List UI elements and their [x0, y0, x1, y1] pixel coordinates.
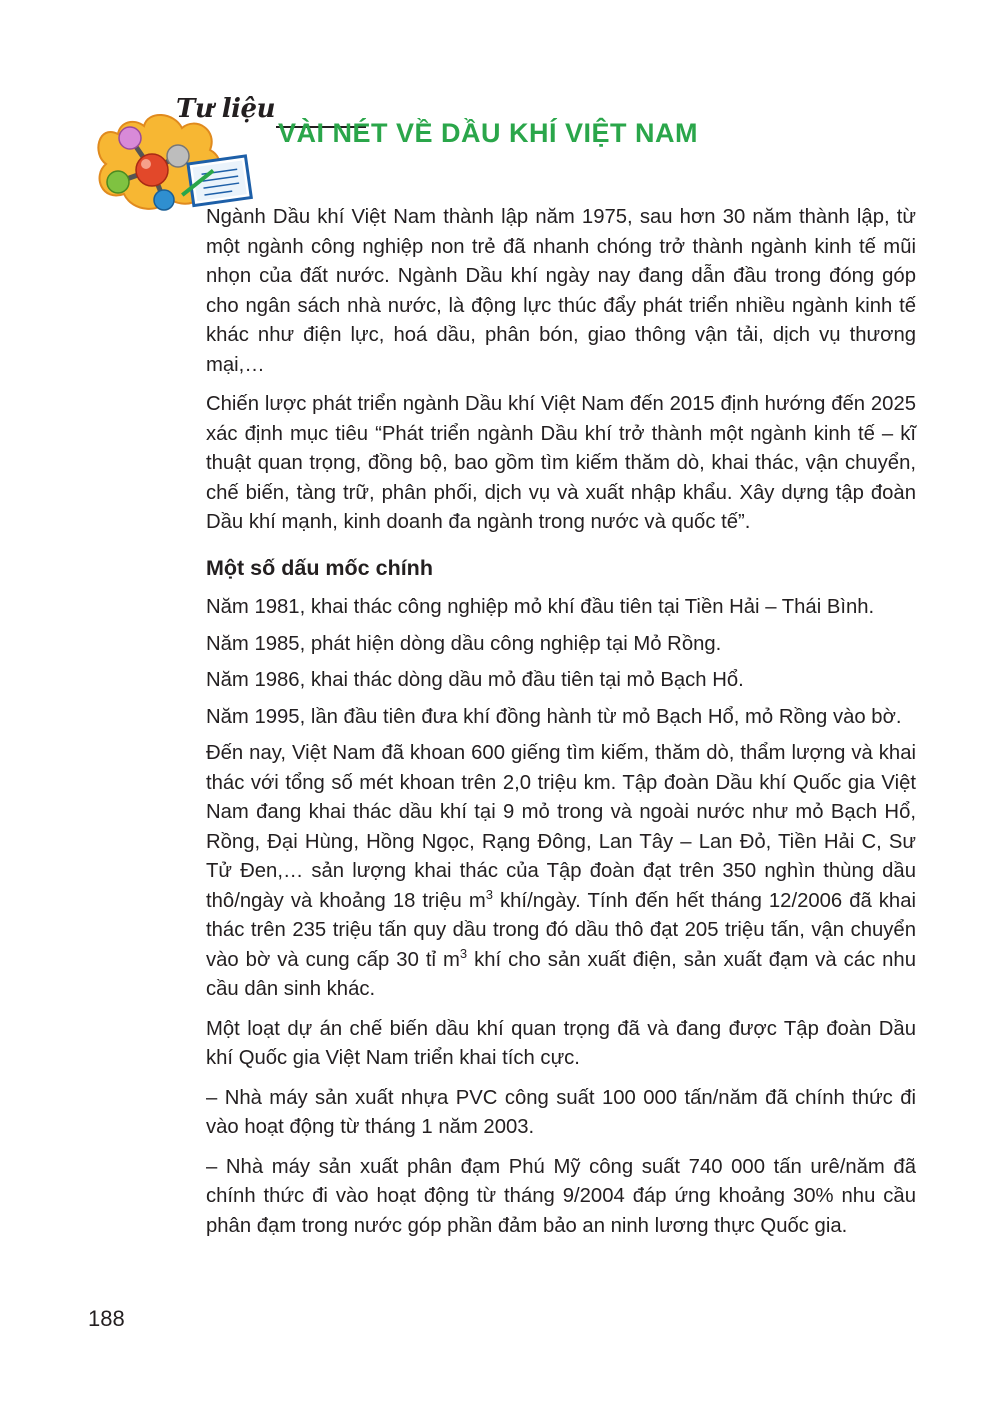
superscript-cubed: 3 [485, 886, 493, 902]
milestone-item: Năm 1981, khai thác công nghiệp mỏ khí đầu tiên tại Tiền Hải – Thái Bình. [206, 596, 875, 618]
section-kicker: Tư liệu [176, 94, 276, 124]
production-paragraph [206, 739, 916, 1005]
projects-intro-paragraph: Một loạt dự án chế biến dầu khí quan trọng đã và đang được Tập đoàn Dầu khí Quốc gia Việt Nam triển khai tích cực. [206, 1017, 916, 1069]
production-text-3: khí cho sản xuất điện, sản xuất đạm và các nhu cầu dân sinh khác. [206, 948, 916, 1000]
project-item: – Nhà máy sản xuất nhựa PVC công suất 100 000 tấn/năm đã chính thức đi vào hoạt động từ tháng 1 năm 2003. [206, 1086, 916, 1138]
intro-paragraph-1: Ngành Dầu khí Việt Nam thành lập năm 1975, sau hơn 30 năm thành lập, từ một ngành công nghiệp non trẻ đã nhanh chóng trở thành ngành kinh tế mũi nhọn của đất nước. Ngành Dầu khí ngày nay đang dẫn đầu trong đóng góp cho ngân sách nhà nước, là động lực thúc đẩy phát triển nhiều ngành kinh tế khác như điện lực, hoá dầu, phân bón, giao thông vận tải, dịch vụ thương mại,… [206, 206, 916, 376]
milestone-item: Năm 1986, khai thác dòng dầu mỏ đầu tiên tại mỏ Bạch Hổ. [206, 669, 744, 691]
production-text-2: khí/ngày. Tính đến hết tháng 12/2006 đã khai thác trên 235 triệu tấn quy dầu trong đó dầu thô đạt 205 triệu tấn, vận chuyển vào bờ và cung cấp 30 tỉ m [206, 889, 917, 971]
milestones-heading: Một số dấu mốc chính [206, 555, 433, 580]
page-number: 188 [88, 1306, 125, 1331]
section-header [88, 88, 768, 218]
milestone-item: Năm 1995, lần đầu tiên đưa khí đồng hành từ mỏ Bạch Hổ, mỏ Rồng vào bờ. [206, 705, 902, 728]
article-body [206, 203, 916, 1251]
project-item: – Nhà máy sản xuất phân đạm Phú Mỹ công suất 740 000 tấn urê/năm đã chính thức đi vào hoạt động từ tháng 9/2004 đáp ứng khoảng 30% nhu cầu phân đạm trong nước góp phần đảm bảo an ninh lương thực Quốc gia. [206, 1155, 916, 1237]
superscript-cubed: 3 [459, 945, 468, 961]
production-text-1: Đến nay, Việt Nam đã khoan 600 giếng tìm kiếm, thăm dò, thẩm lượng và khai thác với tổng số mét khoan trên 2,0 triệu km. Tập đoàn Dầu khí Quốc gia Việt Nam đang khai thác dầu khí tại 9 mỏ trong và ngoài nước như mỏ Bạch Hổ, Rồng, Đại Hùng, Hồng Ngọc, Rạng Đông, Lan Tây – Lan Đỏ, Tiền Hải C, Sư Tử Đen,… sản lượng khai thác của Tập đoàn đạt trên 350 nghìn thùng dầu thô/ngày và khoảng 18 triệu m [206, 742, 916, 912]
page-title: VÀI NÉT VỀ DẦU KHÍ VIỆT NAM [278, 118, 699, 148]
intro-paragraph-2: Chiến lược phát triển ngành Dầu khí Việt Nam đến 2015 định hướng đến 2025 xác định mục tiêu “Phát triển ngành Dầu khí trở thành một ngành kinh tế – kĩ thuật quan trọng, đồng bộ, bao gồm tìm kiếm thăm dò, khai thác, vận chuyển, chế biến, tàng trữ, phân phối, dịch vụ và xuất nhập khẩu. Xây dựng tập đoàn Dầu khí mạnh, kinh doanh đa ngành trong nước và quốc tế”. [206, 393, 916, 533]
milestone-item: Năm 1985, phát hiện dòng dầu công nghiệp tại Mỏ Rồng. [206, 632, 722, 655]
